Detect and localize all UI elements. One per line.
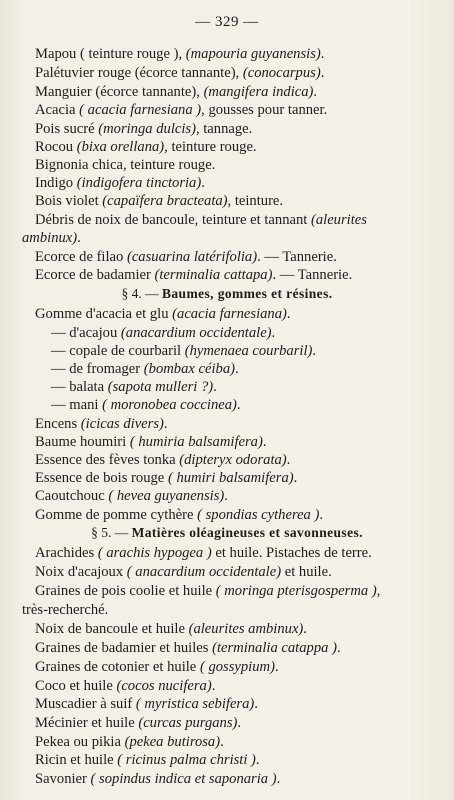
text-line [51, 360, 239, 378]
line-text: Graines de pois coolie et huile [35, 583, 216, 599]
line-text: — mani [51, 397, 103, 413]
section-title: Matières oléagineuses et savonneuses. [131, 525, 363, 540]
species-name: (dipteryx odorata) [179, 452, 287, 468]
line-text: Encens [35, 416, 81, 432]
line-text: Bignonia chica, teinture rouge. [35, 157, 216, 173]
line-text: Essence des fèves tonka [35, 452, 180, 468]
line-text: . [274, 659, 279, 675]
line-text: Ecorce de filao [35, 249, 127, 265]
line-text: . [254, 696, 258, 712]
line-text: . [224, 488, 228, 504]
species-name: (pekea butirosa) [124, 734, 221, 750]
species-name: ( spondias cytherea ) [197, 507, 320, 523]
line-text: Noix d'acajoux [35, 564, 127, 580]
line-text: Muscadier à suif [35, 696, 136, 712]
text-line [22, 229, 81, 247]
line-text: . [271, 325, 276, 341]
line-text: Baume houmiri [35, 434, 130, 450]
species-name: (casuarina latérifolia) [126, 249, 258, 265]
species-name: ( ricinus palma christi ) [117, 752, 256, 768]
species-name: ambinux) [22, 230, 78, 246]
species-name: (cocos nucifera) [116, 678, 212, 694]
section-number: § 5. — [91, 525, 132, 540]
line-text: . [77, 230, 81, 246]
species-name: (icicas divers) [80, 416, 164, 432]
page-number: — 329 — [195, 14, 259, 30]
text-line [35, 751, 260, 769]
text-line [35, 695, 258, 713]
line-text: . [201, 175, 205, 191]
text-line [35, 101, 327, 119]
line-text: . [234, 361, 239, 377]
line-text: , [376, 583, 381, 599]
line-text: . [319, 507, 324, 523]
text-line [35, 45, 324, 63]
text-line [35, 192, 283, 210]
text-line [51, 396, 241, 414]
species-name: ( hevea guyanensis) [108, 488, 225, 504]
species-name: (terminalia catappa ) [212, 640, 337, 656]
text-line [35, 714, 241, 732]
text-line [35, 544, 372, 562]
text-line [35, 64, 324, 82]
text-line [35, 770, 280, 788]
line-text: Caoutchouc [35, 488, 109, 504]
text-line [35, 451, 290, 469]
text-line [35, 563, 332, 581]
species-name: (capaïfera bracteata) [102, 193, 228, 209]
line-text: Graines de cotonier et huile [35, 659, 200, 675]
species-name: (bixa orellana) [76, 139, 165, 155]
species-name: (aleurites ambinux) [188, 621, 304, 637]
line-text: . — Tannerie. [272, 267, 353, 283]
line-text: , teinture rouge. [164, 139, 257, 155]
section-number: § 4. — [121, 286, 162, 301]
text-line [35, 211, 367, 229]
line-text: — balata [51, 379, 108, 395]
line-text: Pekea ou pikia [35, 734, 125, 750]
line-text: Ricin et huile [35, 752, 118, 768]
line-text: Palétuvier rouge (écorce tannante), [35, 65, 243, 81]
line-text: . — Tannerie. [257, 249, 337, 265]
species-name: (curcas purgans) [138, 715, 238, 731]
line-text: — copale de courbaril [51, 343, 185, 359]
line-text: — de fromager [51, 361, 144, 377]
species-name: (bombax céiba) [143, 361, 235, 377]
text-line [35, 83, 317, 101]
line-text: Manguier (écorce tannante), [35, 84, 204, 100]
line-text: . [220, 734, 224, 750]
line-text: . [262, 434, 267, 450]
line-text: et huile. Pistaches de terre. [211, 545, 372, 561]
text-line [51, 378, 217, 396]
species-name: ( acacia farnesiana ) [79, 102, 202, 118]
section-heading [0, 286, 454, 302]
line-text: Coco et huile [35, 678, 117, 694]
species-name: (anacardium occidentale) [120, 325, 272, 341]
text-line [35, 639, 341, 657]
species-name: (mapouria guyanensis) [185, 46, 321, 62]
text-line [35, 506, 323, 524]
line-text: , teinture. [227, 193, 284, 209]
species-name: ( humiri balsamifera) [167, 470, 294, 486]
text-line [35, 433, 266, 451]
line-text: . [293, 470, 298, 486]
line-text: et huile. [281, 564, 332, 580]
species-name: ( humiria balsamifera) [129, 434, 263, 450]
line-text: . [286, 306, 291, 322]
line-text: . [320, 65, 325, 81]
line-text: très-recherché. [22, 602, 109, 618]
text-line [35, 469, 297, 487]
species-name: ( anacardium occidentale) [126, 564, 282, 580]
text-line [35, 487, 228, 505]
line-text: . [286, 452, 291, 468]
text-line [35, 677, 215, 695]
text-line [51, 324, 275, 342]
text-line [35, 658, 279, 676]
line-text: . [312, 343, 317, 359]
line-text: . [163, 416, 168, 432]
text-line [51, 342, 316, 360]
species-name: ( gossypium) [199, 659, 275, 675]
line-text: . [213, 379, 217, 395]
line-text: Gomme de pomme cythère [35, 507, 198, 523]
line-text: Pois sucré [35, 121, 99, 137]
species-name: (hymenaea courbaril) [184, 343, 313, 359]
species-name: (conocarpus) [242, 65, 321, 81]
line-text: Graines de badamier et huiles [35, 640, 213, 656]
text-line [22, 601, 108, 619]
text-line [35, 248, 337, 266]
species-name: (indigofera tinctoria) [76, 175, 202, 191]
text-line [35, 620, 307, 638]
text-line [35, 415, 168, 433]
species-name: (terminalia cattapa) [154, 267, 273, 283]
line-text: . [313, 84, 318, 100]
line-text: Savonier [35, 771, 91, 787]
line-text: , tannage. [195, 121, 253, 137]
line-text: . [237, 715, 242, 731]
text-line [35, 138, 257, 156]
species-name: (sapota mulleri ?) [107, 379, 214, 395]
species-name: (mangifera indica) [203, 84, 314, 100]
line-text: , gousses pour tanner. [201, 102, 328, 118]
text-line [35, 120, 252, 138]
species-name: (acacia farnesiana) [172, 306, 287, 322]
species-name: ( arachis hypogea ) [97, 545, 212, 561]
species-name: (moringa dulcis) [98, 121, 196, 137]
line-text: Essence de bois rouge [35, 470, 168, 486]
line-text: Indigo [35, 175, 77, 191]
text-line [35, 582, 380, 600]
line-text: . [320, 46, 325, 62]
species-name: ( sopindus indica et saponaria ) [90, 771, 277, 787]
line-text: . [255, 752, 260, 768]
line-text: Débris de noix de bancoule, teinture et tannant [35, 212, 311, 228]
line-text: . [303, 621, 307, 637]
species-name: (aleurites [310, 212, 367, 228]
section-heading [0, 525, 454, 541]
species-name: ( moronobea coccinea) [102, 397, 237, 413]
text-line [35, 156, 215, 174]
section-title: Baumes, gommes et résines. [162, 286, 333, 301]
line-text: Rocou [35, 139, 77, 155]
line-text: . [211, 678, 216, 694]
species-name: ( moringa pterisgosperma ) [215, 583, 377, 599]
text-line [35, 266, 352, 284]
text-line [35, 733, 224, 751]
line-text: Arachides [35, 545, 98, 561]
line-text: Mapou ( teinture rouge ), [35, 46, 186, 62]
species-name: ( myristica sebifera) [135, 696, 255, 712]
line-text: Mécinier et huile [35, 715, 139, 731]
text-line [35, 305, 291, 323]
line-text: Bois violet [35, 193, 103, 209]
line-text: Noix de bancoule et huile [35, 621, 189, 637]
text-line [35, 174, 205, 192]
line-text: . [236, 397, 241, 413]
line-text: Gomme d'acacia et glu [35, 306, 173, 322]
line-text: Acacia [35, 102, 80, 118]
line-text: . [276, 771, 281, 787]
line-text: . [336, 640, 341, 656]
line-text: Ecorce de badamier [35, 267, 155, 283]
line-text: — d'acajou [51, 325, 121, 341]
